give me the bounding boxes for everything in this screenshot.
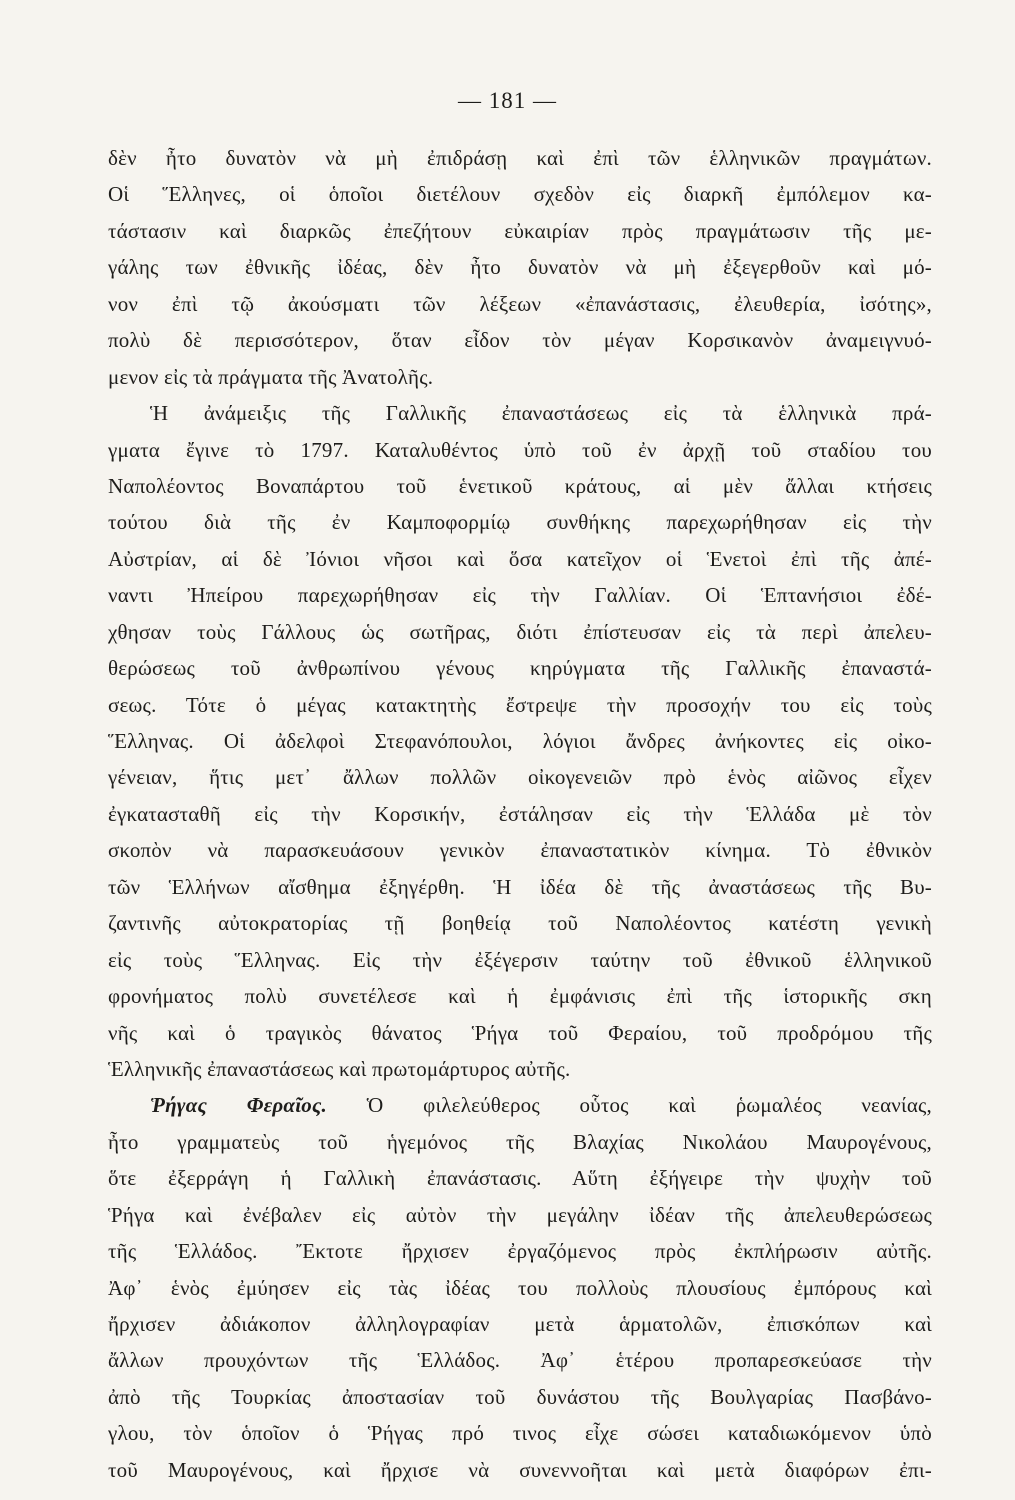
text-line: ὅτε ἐξερράγη ἡ Γαλλικὴ ἐπανάστασις. Αὕτη ἐξήγειρε τὴν ψυχὴν τοῦ (108, 1166, 932, 1191)
text-line: ἐγκατασταθῆ εἰς τὴν Κορσικήν, ἐστάλησαν εἰς τὴν Ἑλλάδα μὲ τὸν (108, 801, 932, 826)
text-line: τούτου διὰ τῆς ἐν Καμποφορμίῳ συνθήκης παρεχωρήθησαν εἰς τὴν (108, 510, 932, 535)
text-line: νον ἐπὶ τῷ ἀκούσματι τῶν λέξεων «ἐπανάστασις, ἐλευθερία, ἰσότης», (108, 291, 932, 316)
text-line: τοῦ Μαυρογένους, καὶ ἤρχισε νὰ συνεννοῆται καὶ μετὰ διαφόρων ἐπι- (108, 1457, 932, 1482)
text-line: δὲν ἦτο δυνατὸν νὰ μὴ ἐπιδράσῃ καὶ ἐπὶ τῶν ἑλληνικῶν πραγμάτων. (108, 146, 932, 170)
text-line: χθησαν τοὺς Γάλλους ὡς σωτῆρας, διότι ἐπίστευσαν εἰς τὰ περὶ ἀπελευ- (108, 619, 932, 644)
text-line: Ναπολέοντος Βοναπάρτου τοῦ ἑνετικοῦ κράτους, αἱ μὲν ἄλλαι κτήσεις (108, 473, 932, 498)
text-line: Ἡ ἀνάμειξις τῆς Γαλλικῆς ἐπαναστάσεως εἰς τὰ ἑλληνικὰ πρά- (150, 401, 932, 426)
text-line: ζαντινῆς αὐτοκρατορίας τῇ βοηθείᾳ τοῦ Ναπολέοντος κατέστη γενικὴ (108, 911, 932, 936)
page-number: — 181 — (458, 88, 557, 113)
text-line: μενον εἰς τὰ πράγματα τῆς Ἀνατολῆς. (108, 364, 434, 389)
text-line: Ἑλληνικῆς ἐπαναστάσεως καὶ πρωτομάρτυρος αὐτῆς. (108, 1056, 571, 1081)
text-line-with-heading (108, 1087, 932, 1123)
heading-line-text: Ὁ φιλελεύθερος οὗτος καὶ ῥωμαλέος νεανίας, (326, 1093, 932, 1118)
text-line: ἄλλων προυχόντων τῆς Ἑλλάδος. Ἀφ᾽ ἑτέρου προπαρεσκεύασε τὴν (108, 1348, 932, 1373)
text-line: ἦτο γραμματεὺς τοῦ ἡγεμόνος τῆς Βλαχίας Νικολάου Μαυρογένους, (108, 1129, 932, 1154)
text-line: γένειαν, ἥτις μετ᾽ ἄλλων πολλῶν οἰκογενειῶν πρὸ ἑνὸς αἰῶνος εἶχεν (108, 765, 932, 790)
text-line: ἀπὸ τῆς Τουρκίας ἀποστασίαν τοῦ δυνάστου τῆς Βουλγαρίας Πασβάνο- (108, 1384, 932, 1409)
text-line: σεως. Τότε ὁ μέγας κατακτητὴς ἔστρεψε τὴν προσοχήν του εἰς τοὺς (108, 692, 932, 717)
text-line: Ῥήγα καὶ ἐνέβαλεν εἰς αὐτὸν τὴν μεγάλην ἰδέαν τῆς ἀπελευθερώσεως (108, 1202, 932, 1227)
text-line: Οἱ Ἕλληνες, οἱ ὁποῖοι διετέλουν σχεδὸν εἰς διαρκῆ ἐμπόλεμον κα- (108, 182, 932, 207)
text-line: τῶν Ἑλλήνων αἴσθημα ἐξηγέρθη. Ἡ ἰδέα δὲ τῆς ἀναστάσεως τῆς Βυ- (108, 874, 932, 899)
text-line: ναντι Ἠπείρου παρεχωρήθησαν εἰς τὴν Γαλλίαν. Οἱ Ἑπτανήσιοι ἐδέ- (108, 583, 932, 608)
text-line: Ἕλληνας. Οἱ ἀδελφοὶ Στεφανόπουλοι, λόγιοι ἄνδρες ἀνήκοντες εἰς οἰκο- (108, 729, 932, 753)
text-line: ἤρχισεν ἀδιάκοπον ἀλληλογραφίαν μετὰ ἁρματολῶν, ἐπισκόπων καὶ (108, 1312, 932, 1336)
text-line: τῆς Ἑλλάδος. Ἔκτοτε ἤρχισεν ἐργαζόμενος πρὸς ἐκπλήρωσιν αὐτῆς. (108, 1239, 932, 1264)
text-line: φρονήματος πολὺ συνετέλεσε καὶ ἡ ἐμφάνισις ἐπὶ τῆς ἱστορικῆς σκη (108, 984, 932, 1009)
text-line: Αὐστρίαν, αἱ δὲ Ἰόνιοι νῆσοι καὶ ὅσα κατεῖχον οἱ Ἑνετοὶ ἐπὶ τῆς ἀπέ- (108, 546, 932, 571)
text-line: γλου, τὸν ὁποῖον ὁ Ῥήγας πρό τινος εἶχε σώσει καταδιωκόμενον ὑπὸ (108, 1421, 932, 1446)
text-line: γάλης των ἐθνικῆς ἰδέας, δὲν ἦτο δυνατὸν νὰ μὴ ἐξεγερθοῦν καὶ μό- (108, 255, 932, 280)
text-line: γματα ἔγινε τὸ 1797. Καταλυθέντος ὑπὸ τοῦ ἐν ἀρχῇ τοῦ σταδίου του (108, 437, 932, 462)
body-text (108, 140, 932, 1488)
text-line: εἰς τοὺς Ἕλληνας. Εἰς τὴν ἐξέγερσιν ταύτην τοῦ ἐθνικοῦ ἑλληνικοῦ (108, 947, 932, 972)
text-line: Ἀφ᾽ ἑνὸς ἐμύησεν εἰς τὰς ἰδέας του πολλοὺς πλουσίους ἐμπόρους καὶ (108, 1275, 932, 1300)
section-heading: Ῥήγας Φεραῖος. (150, 1093, 327, 1118)
text-line: θερώσεως τοῦ ἀνθρωπίνου γένους κηρύγματα τῆς Γαλλικῆς ἐπαναστά- (108, 656, 932, 681)
text-line: νῆς καὶ ὁ τραγικὸς θάνατος Ῥήγα τοῦ Φεραίου, τοῦ προδρόμου τῆς (108, 1020, 932, 1045)
text-line: πολὺ δὲ περισσότερον, ὅταν εἶδον τὸν μέγαν Κορσικανὸν ἀναμειγνυό- (108, 328, 932, 353)
text-line: σκοπὸν νὰ παρασκευάσουν γενικὸν ἐπαναστατικὸν κίνημα. Τὸ ἐθνικὸν (108, 838, 932, 863)
text-line: τάστασιν καὶ διαρκῶς ἐπεζήτουν εὐκαιρίαν πρὸς πραγμάτωσιν τῆς με- (108, 218, 932, 243)
